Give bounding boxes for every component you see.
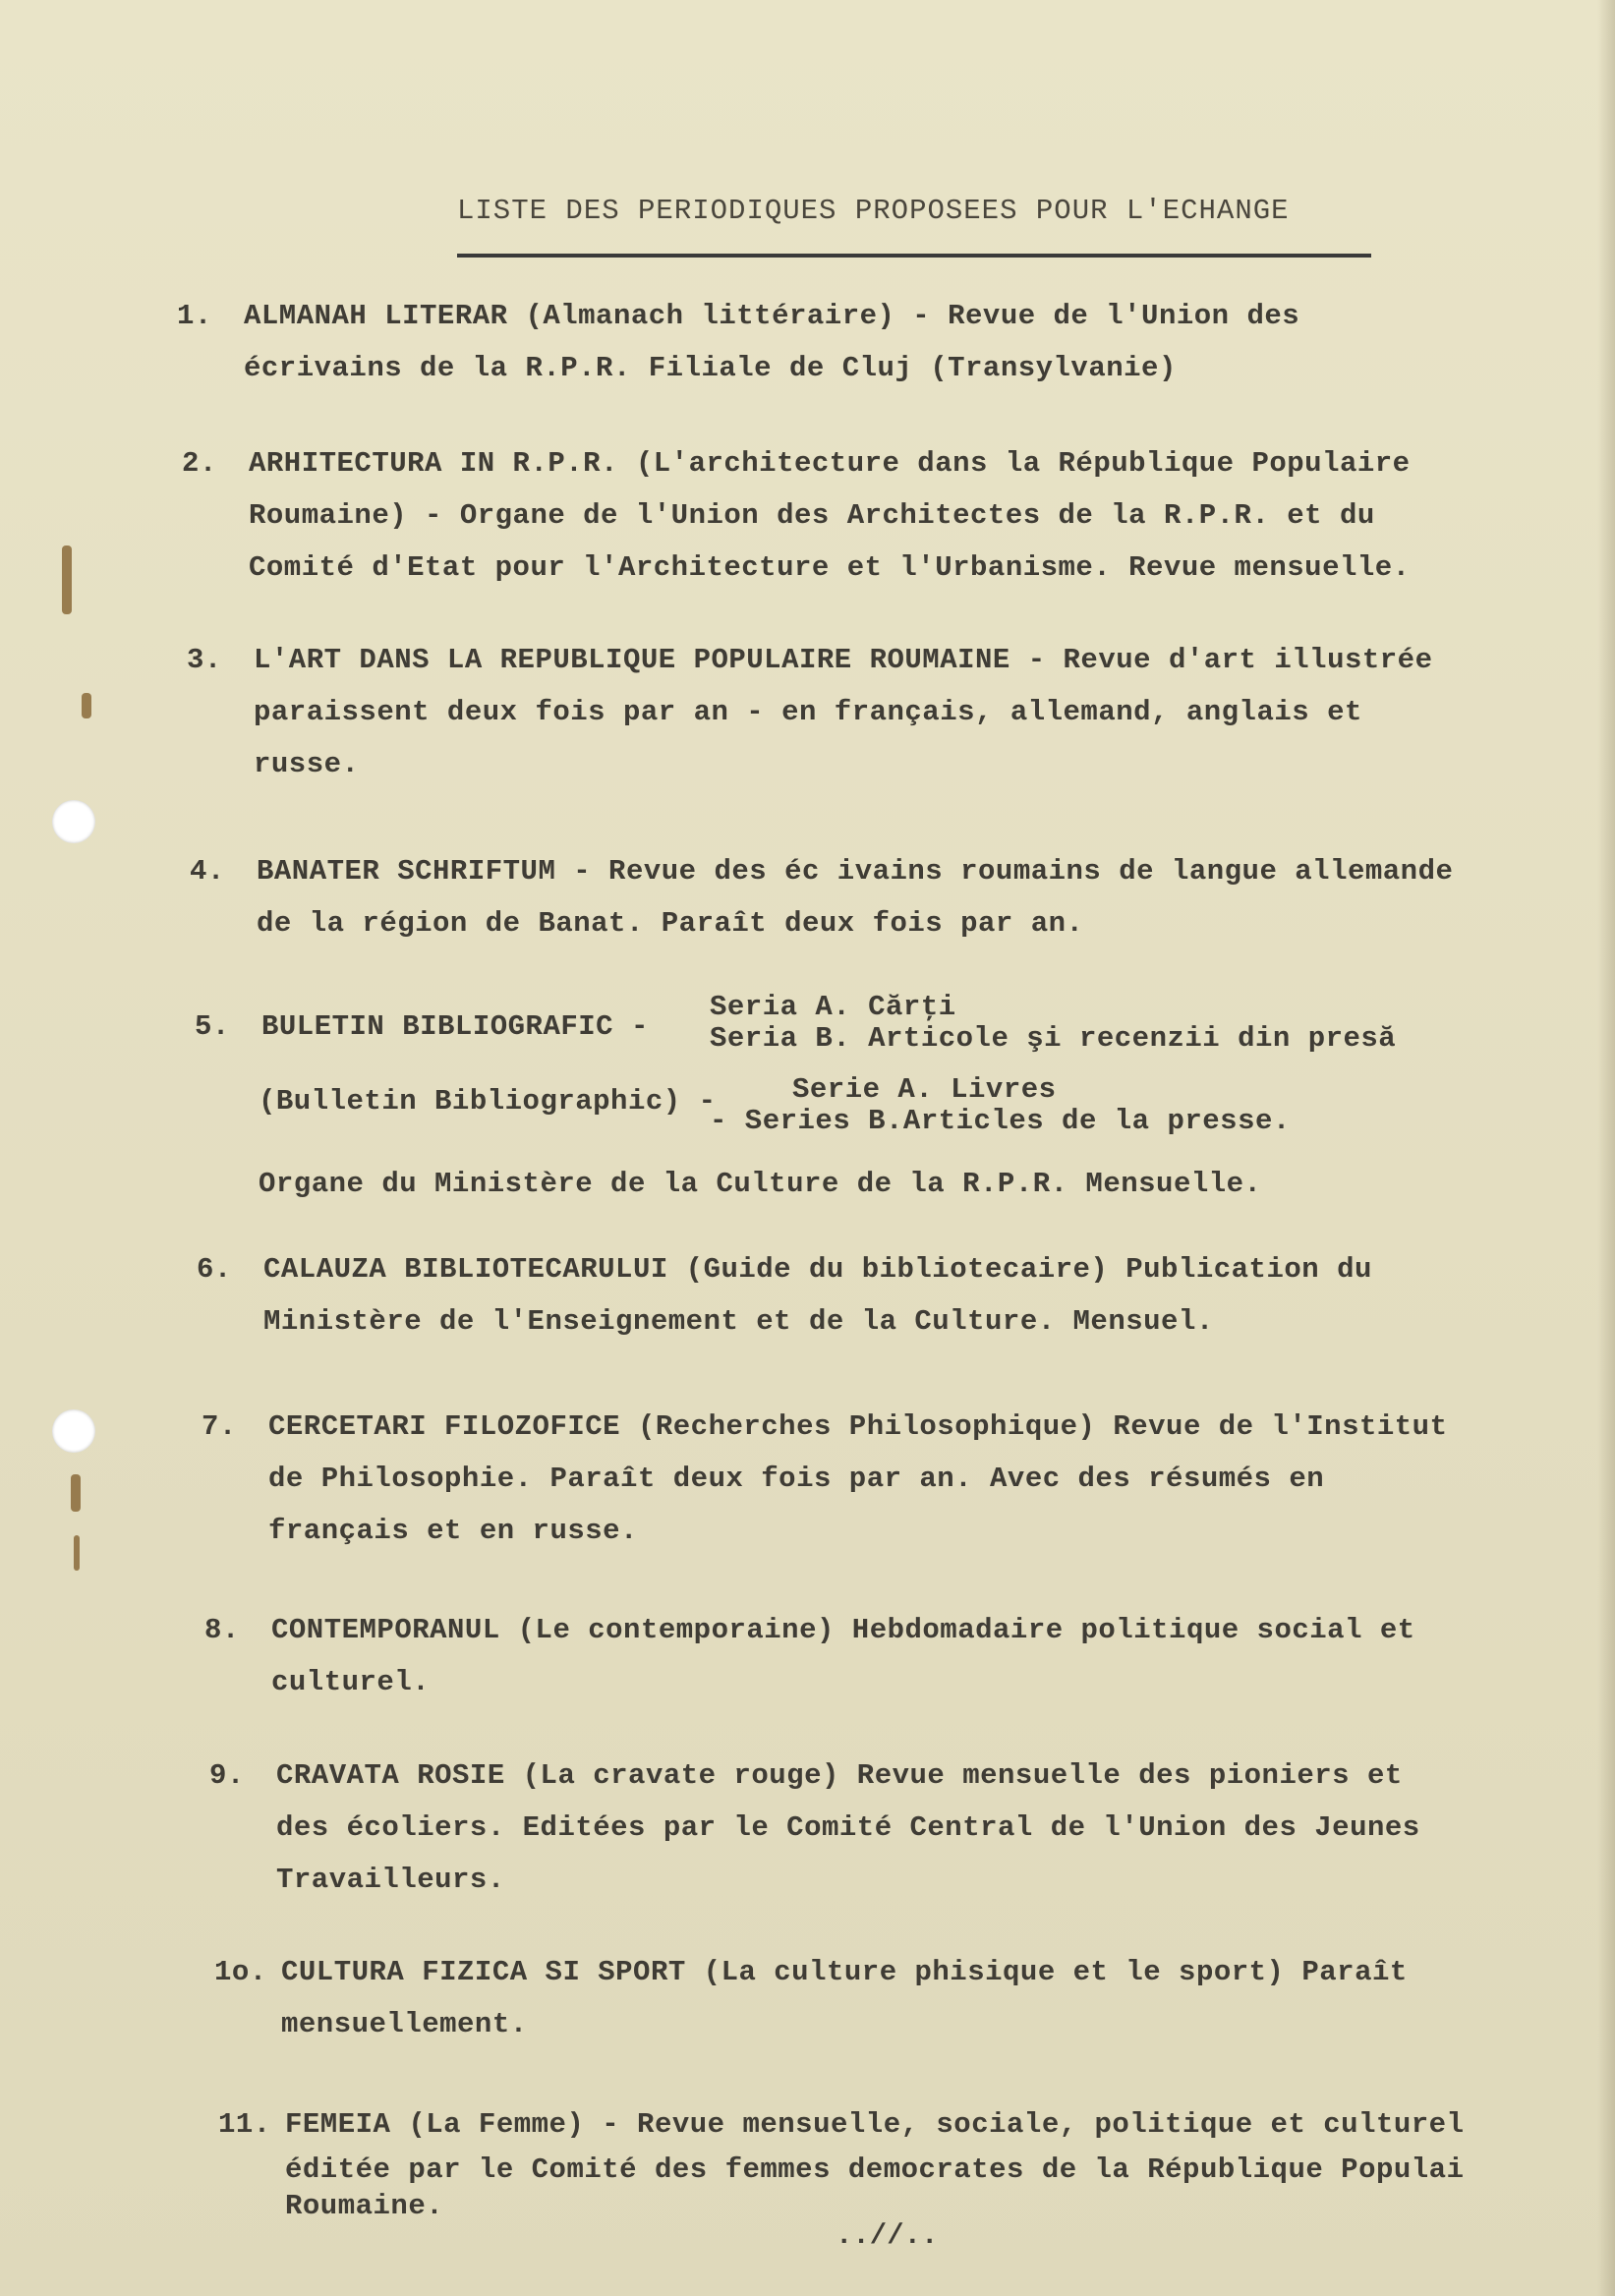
list-item [209,1750,1615,1906]
item-subseries: Serie A. Livres [792,1073,1057,1106]
punch-hole-bottom [52,1409,95,1453]
item-text: Organe du Ministère de la Culture de la R.P.R. Mensuelle. [259,1168,1262,1200]
item-number: 3. [187,644,222,676]
title-underline [457,254,1371,258]
rust-stain [82,693,91,718]
item-text: FEMEIA (La Femme) - Revue mensuelle, sociale, politique et culturel [285,2108,1465,2141]
item-text: éditée par le Comité des femmes democrates de la République Populai [285,2153,1465,2186]
item-text: Roumaine. [285,2190,444,2222]
item-text: de Philosophie. Paraît deux fois par an. Avec des résumés en [268,1463,1325,1495]
item-text: des écoliers. Editées par le Comité Central de l'Union des Jeunes [276,1811,1420,1844]
item-number: 1. [177,300,212,332]
item-subseries: - Series B.Articles de la presse. [710,1105,1291,1137]
item-number: 7. [202,1410,237,1443]
item-text: L'ART DANS LA REPUBLIQUE POPULAIRE ROUMAINE - Revue d'art illustrée [254,644,1433,676]
list-item [177,290,1592,394]
item-number: 4. [190,855,225,888]
list-item [202,1401,1615,1557]
item-text: ARHITECTURA IN R.P.R. (L'architecture dans la République Populaire [249,447,1411,480]
item-number: 8. [204,1614,240,1646]
list-item [204,1604,1615,1708]
item-subseries: Seria B. Articole şi recenzii din presă [710,1022,1397,1055]
punch-hole-top [52,800,95,843]
list-item [218,2098,1614,2223]
item-text: paraissent deux fois par an - en français, allemand, anglais et [254,696,1362,728]
item-number: 2. [182,447,217,480]
list-item [214,1946,1615,2050]
item-text: BANATER SCHRIFTUM - Revue des éc ivains roumains de langue allemande [257,855,1454,888]
rust-stain [62,545,72,614]
list-item [190,845,1605,949]
item-text: ALMANAH LITERAR (Almanach littéraire) - Revue de l'Union des [244,300,1300,332]
item-number: 9. [209,1759,245,1792]
item-text: (Bulletin Bibliographic) - [259,1085,717,1118]
item-number: 11. [218,2108,271,2141]
item-text: culturel. [271,1666,431,1698]
rust-stain [71,1474,81,1512]
item-text: mensuellement. [281,2008,528,2040]
item-text: Ministère de l'Enseignement et de la Culture. Mensuel. [263,1305,1214,1338]
list-item [187,634,1602,790]
item-text: de la région de Banat. Paraît deux fois par an. [257,907,1084,940]
item-text: Roumaine) - Organe de l'Union des Architectes de la R.P.R. et du [249,499,1375,532]
page-continuation-mark: ..//.. [836,2219,939,2252]
item-number: 6. [197,1253,232,1286]
list-item [197,1243,1612,1348]
document-title: LISTE DES PERIODIQUES PROPOSEES POUR L'ECHANGE [457,195,1290,227]
item-number: 5. [195,1010,230,1043]
item-text: BULETIN BIBLIOGRAFIC - [261,1010,649,1043]
item-text: CONTEMPORANUL (Le contemporaine) Hebdomadaire politique social et [271,1614,1415,1646]
item-text: russe. [254,748,360,780]
item-text: CULTURA FIZICA SI SPORT (La culture phisique et le sport) Paraît [281,1956,1408,1988]
item-text: Comité d'Etat pour l'Architecture et l'Urbanisme. Revue mensuelle. [249,551,1411,584]
item-text: français et en russe. [268,1515,638,1547]
item-text: Travailleurs. [276,1864,505,1896]
item-number: 1o. [214,1956,267,1988]
rust-stain [74,1535,80,1571]
item-subseries: Seria A. Cărţi [710,991,956,1023]
item-text: CALAUZA BIBLIOTECARULUI (Guide du bibliotecaire) Publication du [263,1253,1372,1286]
item-text: CERCETARI FILOZOFICE (Recherches Philosophique) Revue de l'Institut [268,1410,1448,1443]
list-item [182,437,1597,594]
item-text: CRAVATA ROSIE (La cravate rouge) Revue mensuelle des pioniers et [276,1759,1403,1792]
item-text: écrivains de la R.P.R. Filiale de Cluj (Transylvanie) [244,352,1177,384]
